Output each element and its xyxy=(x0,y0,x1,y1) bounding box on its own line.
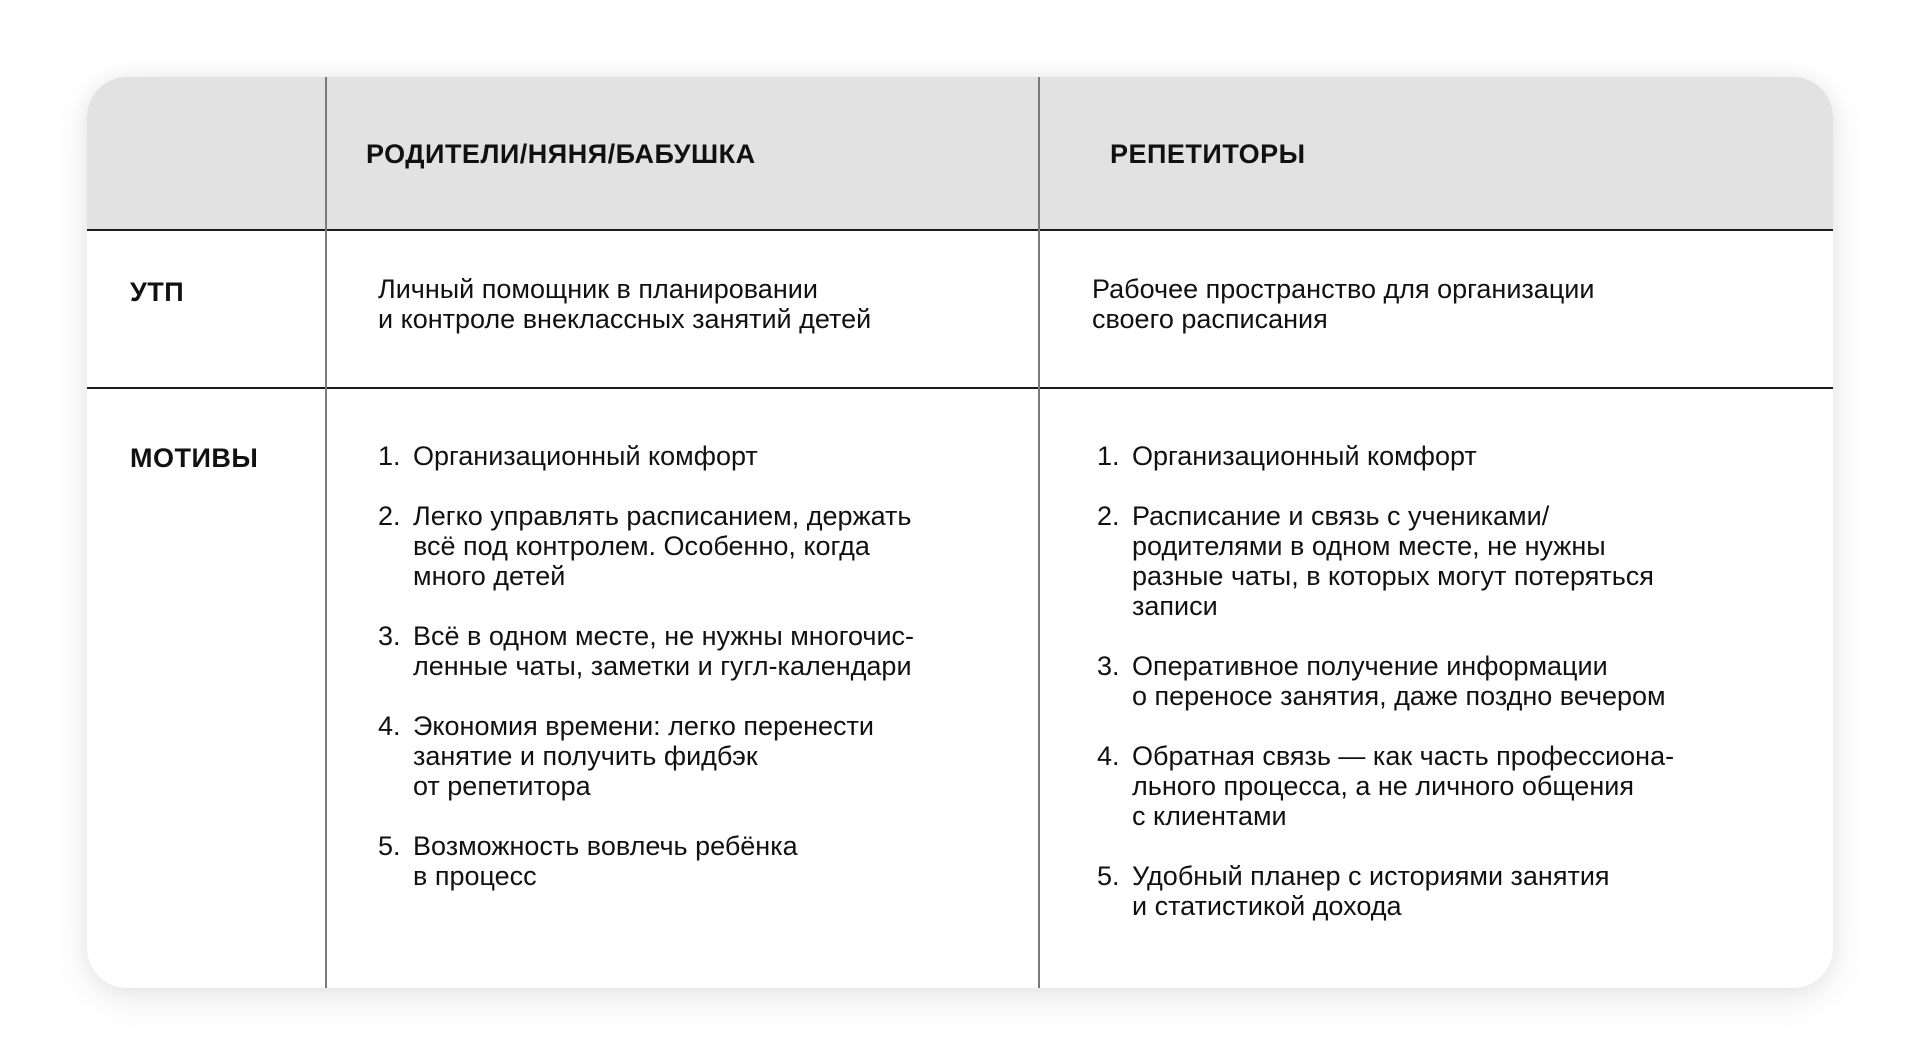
list-item xyxy=(378,711,998,801)
item-number: 4. xyxy=(1097,741,1120,771)
column-divider xyxy=(1038,77,1040,988)
item-text-line: занятие и получить фидбэк xyxy=(413,741,758,771)
item-text-line: льного процесса, а не личного общения xyxy=(1132,771,1634,801)
item-text-line: родителями в одном месте, не нужны xyxy=(1132,531,1606,561)
header-divider xyxy=(87,229,1833,231)
row-divider xyxy=(87,387,1833,389)
item-number: 2. xyxy=(1097,501,1120,531)
item-number: 1. xyxy=(378,441,401,471)
item-number: 2. xyxy=(378,501,401,531)
text-line: и контроле внеклассных занятий детей xyxy=(378,304,872,334)
text-line: Рабочее пространство для организации xyxy=(1092,274,1595,304)
table-header xyxy=(87,77,1833,230)
motives-tutors-list xyxy=(1097,441,1817,951)
utp-tutors xyxy=(1092,274,1594,334)
item-text-line: Возможность вовлечь ребёнка xyxy=(413,831,798,861)
row-label-motives: МОТИВЫ xyxy=(130,443,259,473)
list-item xyxy=(378,831,998,891)
list-item xyxy=(378,621,998,681)
list-item xyxy=(1097,441,1817,471)
item-number: 5. xyxy=(1097,861,1120,891)
item-text-line: разные чаты, в которых могут потеряться xyxy=(1132,561,1654,591)
item-text-line: и статистикой дохода xyxy=(1132,891,1402,921)
item-text-line: о переносе занятия, даже поздно вечером xyxy=(1132,681,1666,711)
list-item xyxy=(1097,861,1817,921)
item-number: 3. xyxy=(1097,651,1120,681)
list-item xyxy=(1097,501,1817,621)
item-text-line: много детей xyxy=(413,561,566,591)
item-text-line: в процесс xyxy=(413,861,537,891)
list-item xyxy=(1097,741,1817,831)
item-text-line: всё под контролем. Особенно, когда xyxy=(413,531,870,561)
item-text-line: от репетитора xyxy=(413,771,591,801)
column-divider xyxy=(325,77,327,988)
item-text-line: Обратная связь — как часть профессиона- xyxy=(1132,741,1675,771)
item-text-line: Расписание и связь с учениками/ xyxy=(1132,501,1550,531)
item-text-line: Оперативное получение информации xyxy=(1132,651,1608,681)
list-item xyxy=(1097,651,1817,711)
column-header-parents: РОДИТЕЛИ/НЯНЯ/БАБУШКА xyxy=(366,139,756,169)
item-number: 5. xyxy=(378,831,401,861)
item-number: 4. xyxy=(378,711,401,741)
utp-parents xyxy=(378,274,871,334)
list-item xyxy=(378,501,998,591)
list-item xyxy=(378,441,998,471)
item-number: 3. xyxy=(378,621,401,651)
item-text-line: с клиентами xyxy=(1132,801,1287,831)
text-line: своего расписания xyxy=(1092,304,1328,334)
item-text-line: Организационный комфорт xyxy=(413,441,758,471)
item-text-line: Организационный комфорт xyxy=(1132,441,1477,471)
item-text-line: Всё в одном месте, не нужны многочис- xyxy=(413,621,915,651)
item-text-line: Легко управлять расписанием, держать xyxy=(413,501,912,531)
item-text-line: Удобный планер с историями занятия xyxy=(1132,861,1610,891)
item-text-line: ленные чаты, заметки и гугл-календари xyxy=(413,651,912,681)
motives-parents-list xyxy=(378,441,998,921)
text-line: Личный помощник в планировании xyxy=(378,274,818,304)
item-text-line: Экономия времени: легко перенести xyxy=(413,711,874,741)
item-number: 1. xyxy=(1097,441,1120,471)
column-header-tutors: РЕПЕТИТОРЫ xyxy=(1110,139,1306,169)
row-label-utp: УТП xyxy=(130,277,185,307)
comparison-table xyxy=(87,77,1833,988)
item-text-line: записи xyxy=(1132,591,1218,621)
